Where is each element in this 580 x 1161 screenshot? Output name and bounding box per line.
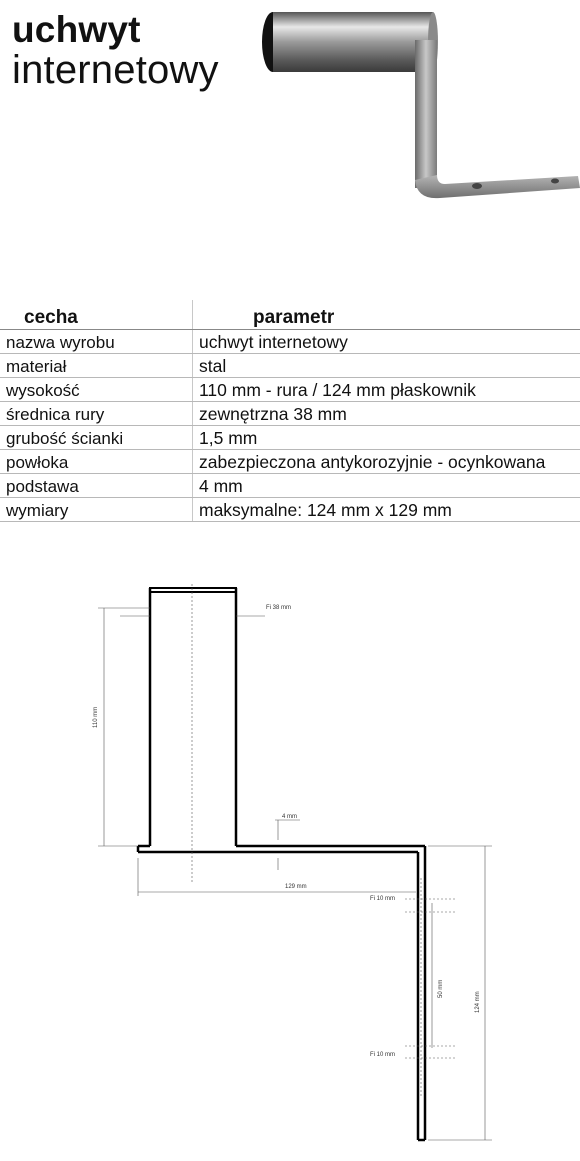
- label-4mm: 4 mm: [282, 814, 297, 820]
- row-value: 110 mm - rura / 124 mm płaskownik: [193, 378, 580, 402]
- table-row: [0, 402, 580, 426]
- label-fi10-top: Fi 10 mm: [370, 896, 396, 902]
- title-line-1: uchwyt: [12, 9, 141, 50]
- row-value: 4 mm: [193, 474, 580, 498]
- row-value: 1,5 mm: [193, 426, 580, 450]
- dimension-lines: [98, 584, 492, 1140]
- table-row: [0, 330, 580, 354]
- technical-drawing: [80, 578, 500, 1153]
- label-fi10-bottom: Fi 10 mm: [370, 1052, 396, 1058]
- row-label: średnica rury: [0, 402, 193, 426]
- table-row: [0, 426, 580, 450]
- label-50: 50 mm: [438, 979, 444, 998]
- label-129: 129 mm: [285, 884, 307, 890]
- table-row: [0, 450, 580, 474]
- title-line-2: internetowy: [12, 48, 219, 92]
- row-label: wymiary: [0, 498, 193, 522]
- product-title: [12, 10, 219, 90]
- header-parameter: parametr: [193, 300, 580, 330]
- table-row: [0, 474, 580, 498]
- row-label: grubość ścianki: [0, 426, 193, 450]
- row-label: nazwa wyrobu: [0, 330, 193, 354]
- label-110: 110 mm: [93, 706, 99, 728]
- spec-table: [0, 300, 580, 522]
- product-photo: [255, 0, 580, 210]
- row-value: uchwyt internetowy: [193, 330, 580, 354]
- table-header-row: [0, 300, 580, 330]
- table-row: [0, 378, 580, 402]
- header-feature: cecha: [0, 300, 193, 330]
- label-124: 124 mm: [475, 991, 481, 1013]
- row-value: zabezpieczona antykorozyjnie - ocynkowana: [193, 450, 580, 474]
- row-value: stal: [193, 354, 580, 378]
- row-label: materiał: [0, 354, 193, 378]
- row-label: wysokość: [0, 378, 193, 402]
- row-value: maksymalne: 124 mm x 129 mm: [193, 498, 580, 522]
- table-row: [0, 498, 580, 522]
- table-row: [0, 354, 580, 378]
- row-label: podstawa: [0, 474, 193, 498]
- row-value: zewnętrzna 38 mm: [193, 402, 580, 426]
- row-label: powłoka: [0, 450, 193, 474]
- label-fi38: Fi 38 mm: [266, 605, 292, 611]
